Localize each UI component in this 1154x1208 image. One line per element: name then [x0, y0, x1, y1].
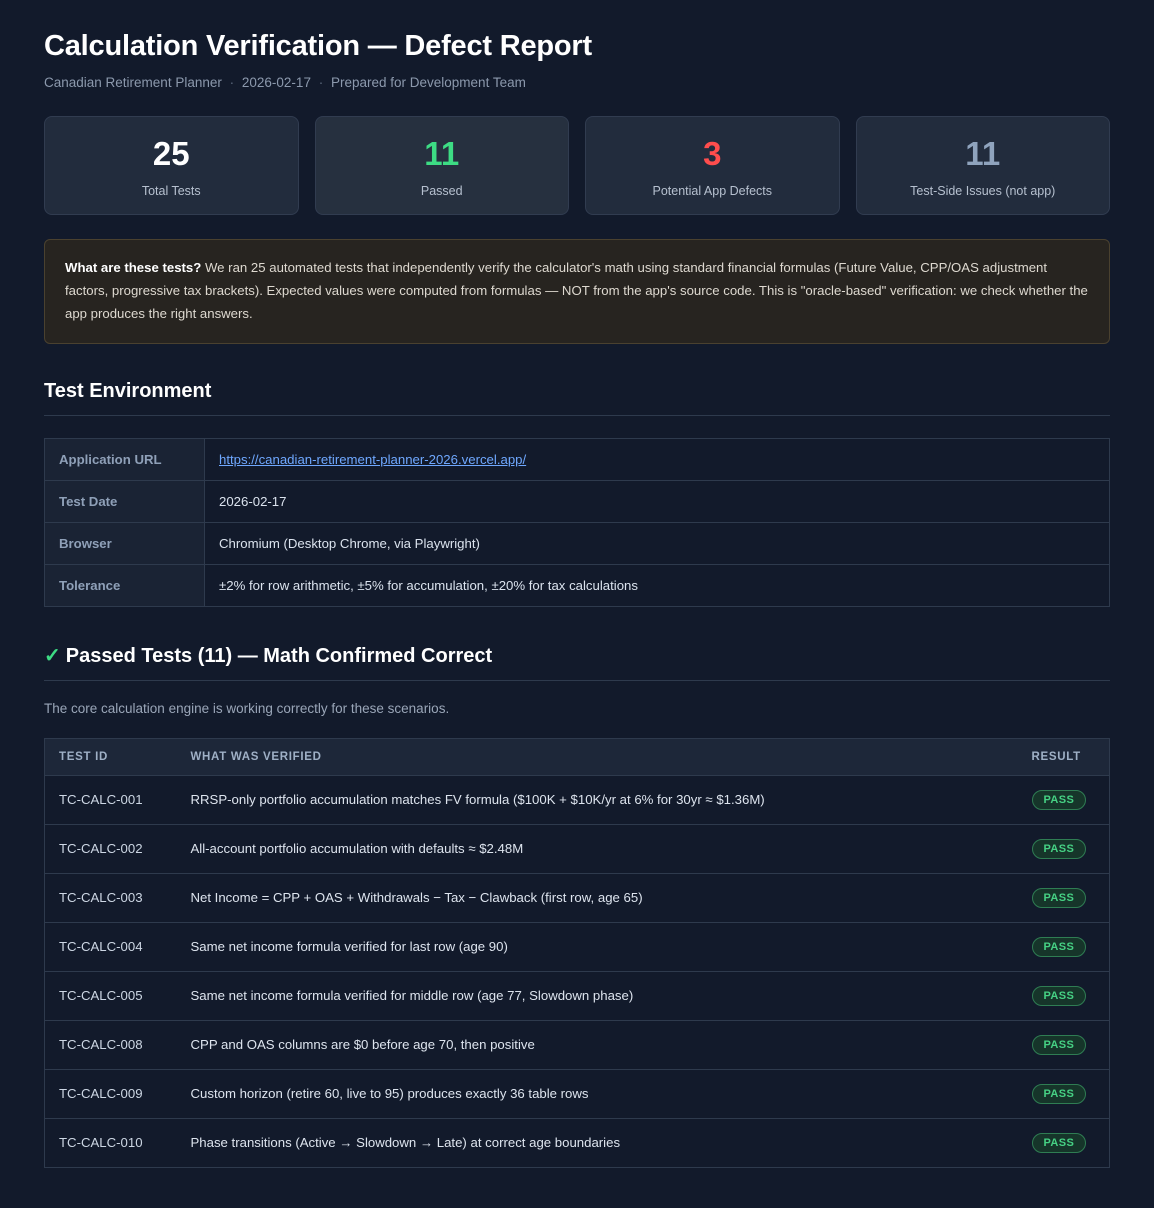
test-id: TC-CALC-005: [45, 971, 177, 1020]
result-cell: [1018, 971, 1110, 1020]
test-id: TC-CALC-004: [45, 922, 177, 971]
stat-label-total-tests: Total Tests: [141, 183, 201, 198]
stat-value-test-side-issues: 11: [965, 135, 1001, 172]
test-id: TC-CALC-009: [45, 1069, 177, 1118]
subtitle-date: 2026-02-17: [241, 75, 311, 90]
check-icon: ✓: [44, 644, 61, 667]
subtitle-separator-1: ·: [229, 75, 235, 90]
stat-label-test-side-issues: Test-Side Issues (not app): [910, 183, 1056, 198]
table-row: [45, 480, 1110, 522]
result-cell: [1018, 922, 1110, 971]
result-cell: [1018, 1069, 1110, 1118]
table-row: [45, 824, 1110, 873]
env-key-application-url: Application URL: [45, 438, 205, 480]
passed-heading-text: Passed Tests (11) — Math Confirmed Correct: [65, 644, 493, 667]
status-badge: PASS: [1032, 888, 1087, 908]
env-key-tolerance: Tolerance: [45, 564, 205, 606]
stat-label-passed: Passed: [420, 183, 463, 198]
env-value-tolerance: ±2% for row arithmetic, ±5% for accumulation, ±20% for tax calculations: [219, 577, 638, 593]
column-header-result: RESULT: [1018, 738, 1110, 775]
stat-card-total-tests: [44, 116, 299, 215]
table-row: [45, 438, 1110, 480]
table-row: [45, 775, 1110, 824]
result-cell: [1018, 1118, 1110, 1167]
test-description: All-account portfolio accumulation with defaults ≈ $2.48M: [177, 824, 1018, 873]
page-title: Calculation Verification — Defect Report: [44, 30, 592, 62]
passed-section-description: The core calculation engine is working correctly for these scenarios.: [44, 700, 450, 716]
table-header-row: [45, 738, 1110, 775]
table-row: [45, 1069, 1110, 1118]
env-value-application-url: [205, 438, 1110, 480]
test-id: TC-CALC-008: [45, 1020, 177, 1069]
env-value-test-date: 2026-02-17: [205, 480, 1110, 522]
stat-card-passed: [315, 116, 570, 215]
status-badge: PASS: [1032, 1133, 1087, 1153]
test-description: Same net income formula verified for middle row (age 77, Slowdown phase): [177, 971, 1018, 1020]
test-id: TC-CALC-002: [45, 824, 177, 873]
status-badge: PASS: [1032, 790, 1087, 810]
report-subtitle: [44, 75, 1110, 90]
stat-value-defects: 3: [703, 135, 722, 172]
column-header-what-was-verified: WHAT WAS VERIFIED: [177, 738, 1018, 775]
env-key-test-date: Test Date: [45, 480, 205, 522]
table-row: [45, 522, 1110, 564]
env-key-browser: Browser: [45, 522, 205, 564]
result-cell: [1018, 1020, 1110, 1069]
environment-table: [44, 438, 1110, 607]
stat-value-total-tests: 25: [152, 135, 190, 172]
test-id: TC-CALC-003: [45, 873, 177, 922]
status-badge: PASS: [1032, 1084, 1087, 1104]
test-description: CPP and OAS columns are $0 before age 70, then positive: [177, 1020, 1018, 1069]
note-lead: What are these tests?: [65, 259, 202, 275]
test-id: TC-CALC-010: [45, 1118, 177, 1167]
application-url-link[interactable]: https://canadian-retirement-planner-2026.vercel.app/: [219, 451, 527, 467]
section-title-environment: Test Environment: [44, 380, 1110, 416]
status-badge: PASS: [1032, 839, 1087, 859]
subtitle-audience: Prepared for Development Team: [330, 75, 526, 90]
table-row: [45, 873, 1110, 922]
test-description: Custom horizon (retire 60, live to 95) produces exactly 36 table rows: [177, 1069, 1018, 1118]
table-row: [45, 564, 1110, 606]
result-cell: [1018, 873, 1110, 922]
test-description: Net Income = CPP + OAS + Withdrawals − Tax − Clawback (first row, age 65): [177, 873, 1018, 922]
stat-value-passed: 11: [424, 135, 460, 172]
table-row: [45, 1118, 1110, 1167]
test-description: Phase transitions (Active → Slowdown → Late) at correct age boundaries: [177, 1118, 1018, 1167]
status-badge: PASS: [1032, 986, 1087, 1006]
status-badge: PASS: [1032, 1035, 1087, 1055]
env-value-browser: Chromium (Desktop Chrome, via Playwright): [205, 522, 1110, 564]
subtitle-separator-2: ·: [318, 75, 324, 90]
subtitle-product: Canadian Retirement Planner: [44, 75, 222, 90]
column-header-test-id: TEST ID: [45, 738, 177, 775]
passed-tests-table: [44, 738, 1110, 1168]
test-id: TC-CALC-001: [45, 775, 177, 824]
test-description: RRSP-only portfolio accumulation matches FV formula ($100K + $10K/yr at 6% for 30yr ≈ $1.36M): [177, 775, 1018, 824]
status-badge: PASS: [1032, 937, 1087, 957]
table-row: [45, 922, 1110, 971]
stat-card-test-side-issues: [856, 116, 1111, 215]
table-row: [45, 1020, 1110, 1069]
test-description: Same net income formula verified for last row (age 90): [177, 922, 1018, 971]
table-row: [45, 971, 1110, 1020]
note-body: We ran 25 automated tests that independently verify the calculator's math using standard financial formulas (Future Value, CPP/OAS adjustment factors, progressive tax brackets). Expected values were computed from formulas — NOT from the app's source code. This is "oracle-based" verification: we check whether the app produces the right answers.: [65, 259, 1088, 321]
result-cell: [1018, 824, 1110, 873]
stat-card-defects: [585, 116, 840, 215]
stat-label-defects: Potential App Defects: [652, 183, 773, 198]
result-cell: [1018, 775, 1110, 824]
explanatory-note: [44, 239, 1110, 344]
summary-stats: [44, 116, 1110, 215]
section-title-passed-tests: [44, 643, 1110, 681]
